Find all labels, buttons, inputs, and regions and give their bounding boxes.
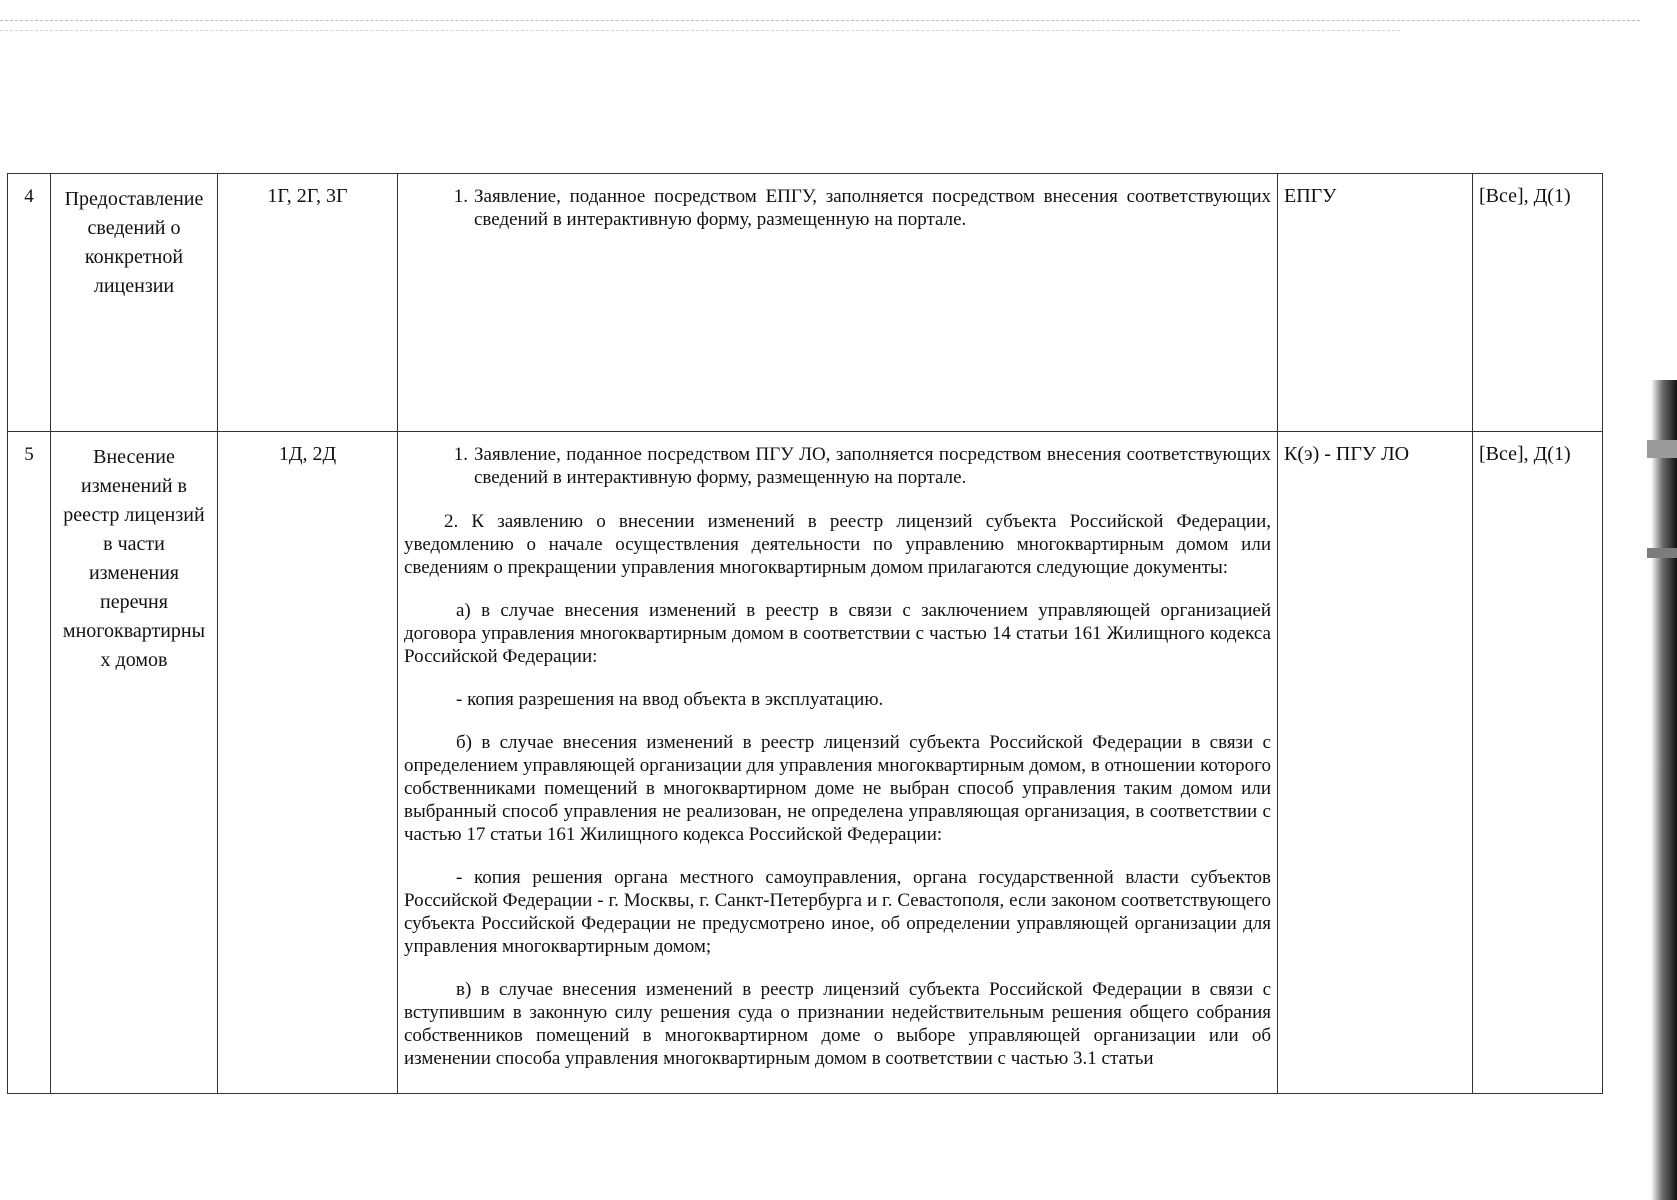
scan-artifact-line (0, 20, 1640, 21)
service-codes: 1Д, 2Д (218, 432, 398, 1094)
service-name: Предоставление сведений о конкретной лицензии (51, 174, 218, 432)
row-number: 4 (8, 174, 51, 432)
item-text: Заявление, поданное посредством ЕПГУ, заполняется посредством внесения соответствующих сведений в интерактивную форму, размещенную на портале. (474, 186, 1271, 230)
access-level: [Все], Д(1) (1473, 432, 1603, 1094)
case-b: б) в случае внесения изменений в реестр лицензий субъекта Российской Федерации в связи с определением управляющей организации для управления многоквартирным домом, в отношении которого собственниками помещений в многоквартирном доме не выбран способ управления таким домом или выбранный способ управления не реализован, не определена управляющая организация, в соответствии с частью 17 статьи 161 Жилищного кодекса Российской Федерации: (404, 732, 1271, 845)
channel: ЕПГУ (1278, 174, 1473, 432)
channel: К(э) - ПГУ ЛО (1278, 432, 1473, 1094)
scan-artifact-line (0, 30, 1400, 31)
scan-edge-mark (1647, 440, 1677, 458)
row-number: 5 (8, 432, 51, 1094)
case-a-document: - копия разрешения на ввод объекта в эксплуатацию. (456, 689, 884, 710)
services-table (7, 173, 1603, 1094)
documents-intro: 2. К заявлению о внесении изменений в реестр лицензий субъекта Российской Федерации, уведомлению о начале осуществления деятельности по управлению многоквартирным домом или сведениям о прекращении управления многоквартирным домом прилагаются следующие документы: (404, 511, 1271, 578)
service-codes: 1Г, 2Г, 3Г (218, 174, 398, 432)
scan-edge-mark (1647, 548, 1677, 558)
case-b-document: - копия решения органа местного самоуправления, органа государственной власти субъектов Российской Федерации - г. Москвы, г. Санкт-Петербурга и г. Севастополя, если законом соответствующего субъекта Российской Федерации не предусмотрено иное, об определении управляющей организации для управления многоквартирным домом; (404, 867, 1271, 957)
access-level: [Все], Д(1) (1473, 174, 1603, 432)
numbered-item (404, 443, 1271, 489)
item-number: 1. (453, 444, 468, 465)
service-name: Внесение изменений в реестр лицензий в части изменения перечня многоквартирны х домов (51, 432, 218, 1094)
item-number: 1. (453, 186, 468, 207)
case-c: в) в случае внесения изменений в реестр лицензий субъекта Российской Федерации в связи с вступившим в законную силу решения суда о признании недействительным решения общего собрания собственников помещений в многоквартирном доме о выборе управляющей организации или об изменении способа управления многоквартирным домом в соответствии с частью 3.1 статьи (404, 979, 1271, 1069)
documents-cell (398, 432, 1278, 1094)
item-text: Заявление, поданное посредством ПГУ ЛО, заполняется посредством внесения соответствующих сведений в интерактивную форму, размещенную на портале. (474, 444, 1271, 488)
scan-edge-shadow (1651, 380, 1677, 1200)
documents-cell (398, 174, 1278, 432)
table-row (8, 432, 1603, 1094)
table-row (8, 174, 1603, 432)
case-a: а) в случае внесения изменений в реестр в связи с заключением управляющей организацией договора управления многоквартирным домом в соответствии с частью 14 статьи 161 Жилищного кодекса Российской Федерации: (404, 600, 1271, 667)
numbered-item (404, 185, 1271, 231)
